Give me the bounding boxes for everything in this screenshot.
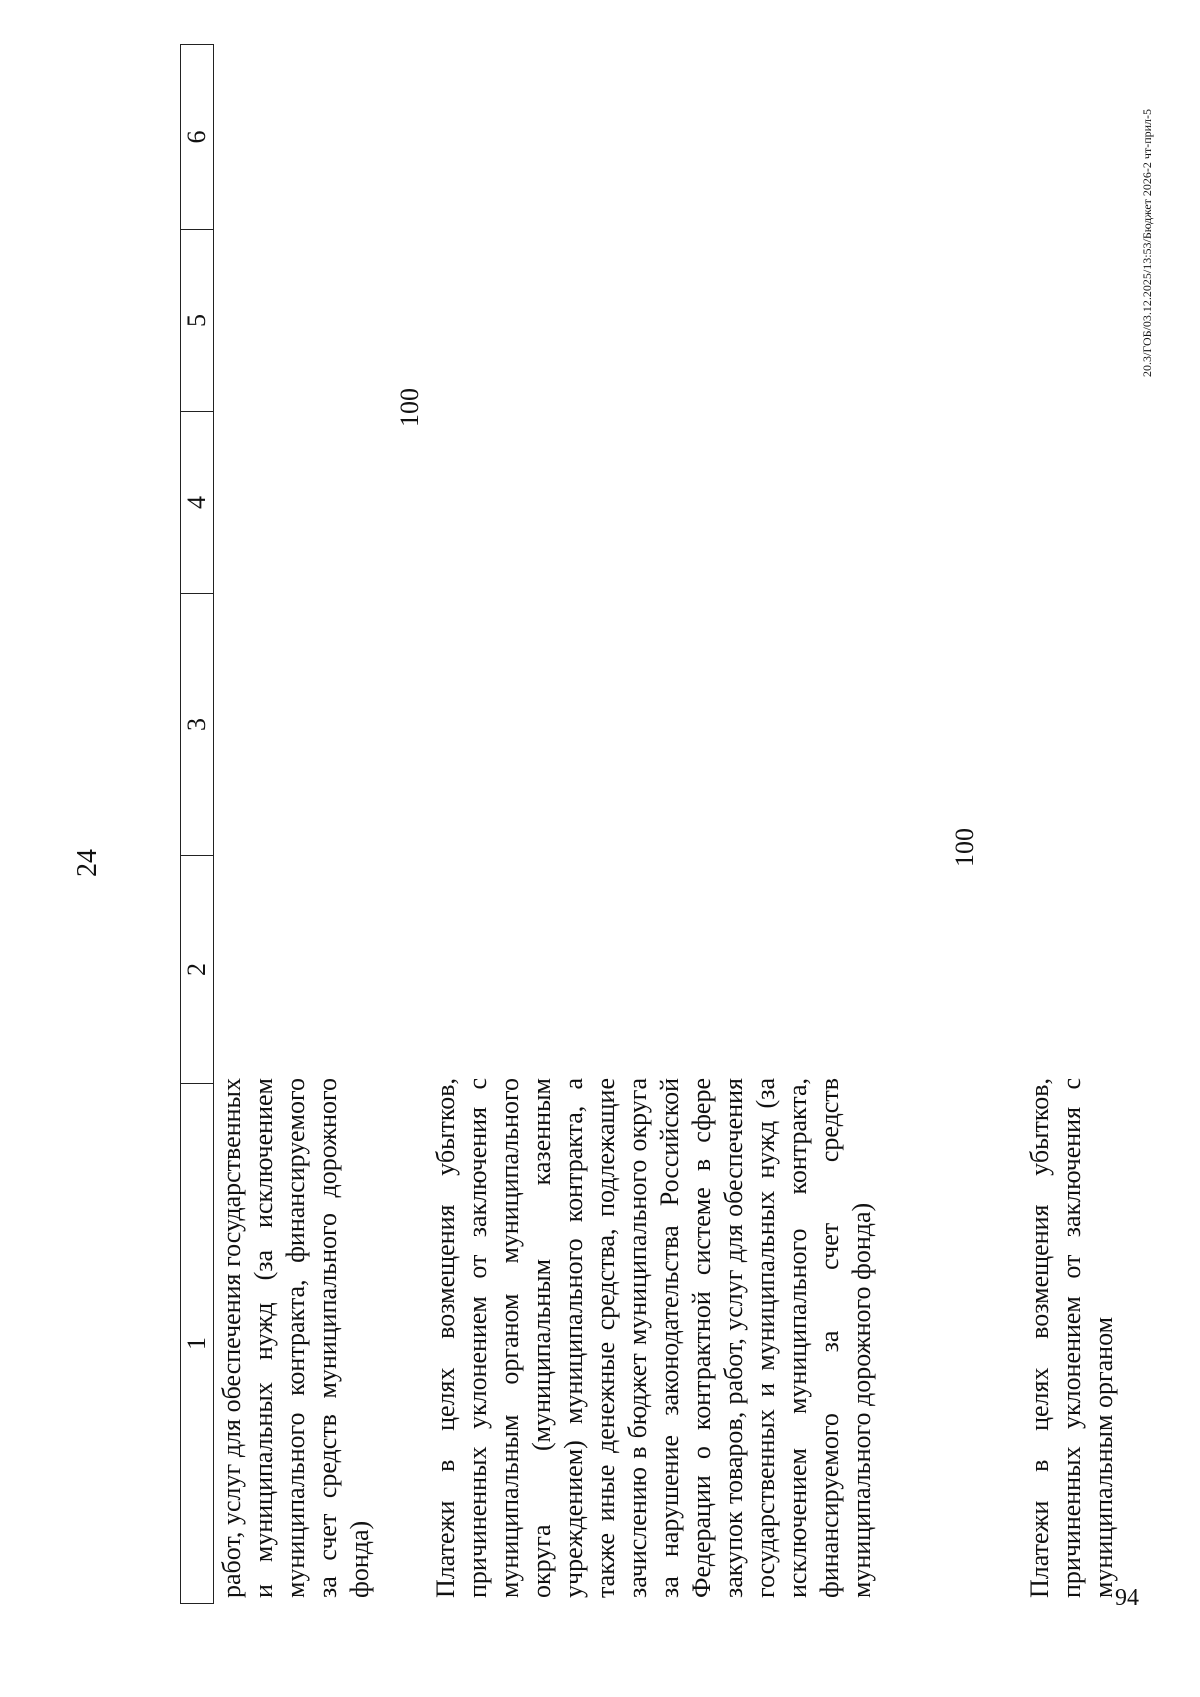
table-header-row [180, 44, 214, 1604]
header-col-3: 3 [181, 593, 213, 855]
row-2-col-3-value: 100 [950, 828, 979, 867]
page-number: 24 [72, 849, 103, 877]
header-col-4: 4 [181, 411, 213, 593]
row-3-text: Платежи в целях возмещения убытков, причиненных уклонением от заключения с муниципальным органом [1025, 1078, 1118, 1598]
row-2-text: Платежи в целях возмещения убытков, причиненных уклонением от заключения с муниципальным органом муниципального округа (муниципальным казенным учреждением) муниципального контракта, а также иные денежные средства, подлежащие зачислению в бюджет муниципального округа за нарушение законодательства Российской Федерации о контрактной системе в сфере закупок товаров, работ, услуг для обеспечения государственных и муниципальных нужд (за исключением муниципального контракта, финансируемого за счет средств муниципального дорожного фонда) [431, 1078, 876, 1598]
side-page-number: 94 [1115, 1585, 1139, 1611]
header-col-1: 1 [181, 1083, 213, 1603]
footer-code: 20.3/ГОБ/03.12.2025/13:53/Бюджет 2026-2 чт-прил-5 [1140, 108, 1154, 377]
header-col-5: 5 [181, 229, 213, 411]
header-col-6: 6 [182, 130, 211, 144]
row-1-text: работ, услуг для обеспечения государственных и муниципальных нужд (за исключением муниципального контракта, финансируемого за счет средств муниципального дорожного фонда) [217, 1078, 374, 1598]
row-2-col-5-value: 100 [395, 388, 424, 427]
header-col-2: 2 [181, 855, 213, 1083]
